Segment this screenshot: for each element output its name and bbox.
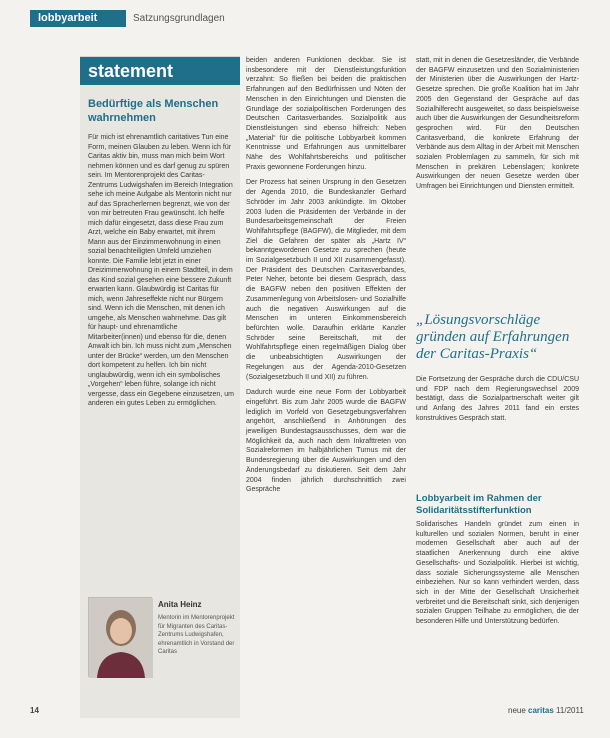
paragraph: Solidarisches Handeln gründet zum einen in kulturellen und sozialen Normen, beruht in einer modernen Gesellschaft aber auch auf der staatlichen Anerkennung durch eine aktive Gesellschafts- und Sozialpolitik. Hierbei ist wichtig, dass soziale Sicherungssysteme alle Menschen einbeziehen. Nur so kann verhindert werden, dass sich in der Mitte der Gesellschaft Unsicherheit verbreitet und die Bereitschaft sinkt, sich denjenigen sozialen Gruppen Teilhabe zu ermöglichen, die der besonderen Hilfe und Unterstützung bedürfen. xyxy=(416,521,579,626)
issue-number: 11/2011 xyxy=(553,706,584,715)
person-icon xyxy=(89,598,153,678)
statement-sidebar xyxy=(80,56,240,718)
paragraph: statt, mit in denen die Gesetzesländer, die Verbände der BAGFW einzusetzen und den Sozialministerien der Ministerien über die Auswirkungen der Hartz-Gesetze sprechen. Die große Koalition hat im Jahr 2005 den Gegenstand der Gespräche auf das Sozialhilferecht ausgeweitet, so dass beispielsweise auch über die Auswirkungen der Gesundheitsreform gesprochen wird. Für den Deutschen Caritasverband, die konkrete Erfahrung der Verbände aus dem Alltag in der Arbeit mit Menschen sozialen Problemlagen zu sammeln, für sich mit Menschen in prekären Lebenslagen; konkrete Auswirkungen der neuen Gesetze werden über Umfragen bei Einrichtungen und Diensten ermittelt. xyxy=(416,57,579,191)
publication-name xyxy=(508,706,584,715)
statement-body: Für mich ist ehrenamtlich caritatives Tun eine Form, meinen Glauben zu leben. Wenn ich für Caritas aktiv bin, muss man mich beim Wort nehmen können und es darf genug zu spüren sein. Im Mentorenprojekt des Caritas-Zentrums Ludwigshafen im Bereich Integration sehe ich meine Aufgabe als Mentorin nicht nur auf das Spracherlernen begrenzt, wie von der von mir betreuten Frau gewünscht. Ich helfe mich dafür eingesetzt, dass diese Frau zum Arzt, welche ein Baby erwartet, mit ihrem Mann aus der Einzimmerwohnung in einen sozial benachteiligten Umfeld umziehen konnte. Die Familie lebt jetzt in einer Dreizimmerwohnung in einem Stadtteil, in dem das Kind sozial gesehen eine bessere Zukunft erwarten kann. Glaubwürdig ist Caritas für mich, wenn Jahreseffekte nicht nur Bürgern sind. Wenn ich die Menschen, mit denen ich umgehe, als Menschen wahrnehme. Das gilt für haupt- und ehrenamtliche Mitarbeiter(innen) und ebenso für die, denen Anwalt ich bin. Ich muss nicht zum „Menschen unter der Brücke“ werden, um den Menschen dort kompetent zu helfen. Ich bin nicht unglaubwürdig, wenn ich ein symbolisches „Vorgehen“ leben führe, solange ich nicht vergesse, dass ein Gegebene einzusetzen, um anderen ein gutes Leben zu ermöglichen. xyxy=(88,134,234,407)
publication-brand: caritas xyxy=(528,706,554,715)
article-column-3-mid xyxy=(416,375,579,480)
paragraph: Dadurch wurde eine neue Form der Lobbyarbeit eingeführt. Bis zum Jahr 2005 wurde die BAGFW lediglich im Vorfeld von Gesetzgebungsverfahren angehört, anschließend in Anhörungen des jeweiligen Bundestagsausschusses, dem war die Möglichkeit da, auch nach dem Inkrafttreten von Sozialreformen im halbjährlichen Turnus mit der Bundesregierung über die Auswirkungen und den Änderungsbedarf zu diskutieren. Seit dem Jahr 2004 finden jährlich durchschnittlich zwei Gespräche xyxy=(246,389,406,494)
paragraph: Die Fortsetzung der Gespräche durch die CDU/CSU und FDP nach dem Regierungswechsel 2009 bestätigt, dass die Sozialpartnerschaft weiter gilt und Anfang des Jahres 2011 fand ein erstes konstruktives Gespräch statt. xyxy=(416,376,579,422)
pull-quote: „Lösungsvorschläge gründen auf Erfahrungen der Caritas-Praxis“ xyxy=(416,312,570,362)
author-bio: Mentorin im Mentorenprojekt für Migranten des Caritas-Zentrums Ludwigshafen, ehrenamtlich in Vorstand der Caritas xyxy=(158,615,235,655)
page-number: 14 xyxy=(30,706,39,715)
paragraph: beiden anderen Funktionen deckbar. Sie ist insbesondere mit der Dienstleistungsfunktion verzahnt: So fließen bei beiden die praktischen Erfahrungen auf den Bedürfnissen und Nöten der Menschen in den Einrichtungen und Diensten die Grundlage der sozialpolitischen Forderungen des Deutschen Caritasverbandes. Sozialpolitik aus Dienstleistungen sind ebenso hilfreich: Neben „Material“ für die politische Lobbyarbeit kommen Kenntnisse und Erfahrungen aus unmittelbarer Nähe des Wohlfahrtsbereichs und politischer Praxis gewonnene Forderungen hinzu. xyxy=(246,57,406,171)
section-tag: lobbyarbeit xyxy=(30,10,126,27)
article-column-2 xyxy=(246,56,406,716)
paragraph: Der Prozess hat seinen Ursprung in den Gesetzen der Agenda 2010, die Bundeskanzler Gerhard Schröder im Jahr 2003 ankündigte. Im Oktober 2003 luden die Präsidenten der Verbände in der Bundesarbeitsgemeinschaft der Freien Wohlfahrtspflege (BAGFW), die Mitglieder, mit dem Ziel die Gefahren der später als „Hartz IV“ bekanntgewordenen Gesetze zu sprechen (heute im Sozialgesetzbuch II und XII zusammengefasst). Der Präsident des Deutschen Caritasverbandes, Peter Neher, betonte bei diesem Gespräch, dass die BAGFW neben den positiven Effekten der Zusammenlegung von Arbeitslosen- und Sozialhilfe auch die negativen Auswirkungen auf die Menschen im unteren Einkommensbereich befürchten wolle. Daraufhin erklärte Kanzler Schröder seine Bereitschaft, mit der Wohlfahrtspflege einen regelmäßigen Dialog über die unbeabsichtigten Auswirkungen der Regelungen aus der Agenda-2010-Gesetzen (Sozialgesetzbuch II und XII) zu führen. xyxy=(246,179,406,381)
publication-prefix: neue xyxy=(508,706,529,715)
statement-title: statement xyxy=(80,57,240,85)
author-photo xyxy=(88,597,152,677)
article-column-3-top xyxy=(416,56,579,296)
section-heading: Lobbyarbeit im Rahmen der Solidaritätsstifterfunktion xyxy=(416,493,542,516)
author-name: Anita Heinz xyxy=(158,600,202,609)
section-subtitle: Satzungsgrundlagen xyxy=(133,13,225,24)
statement-heading: Bedürftige als Menschen wahrnehmen xyxy=(88,98,219,124)
article-column-3-bottom xyxy=(416,520,579,716)
